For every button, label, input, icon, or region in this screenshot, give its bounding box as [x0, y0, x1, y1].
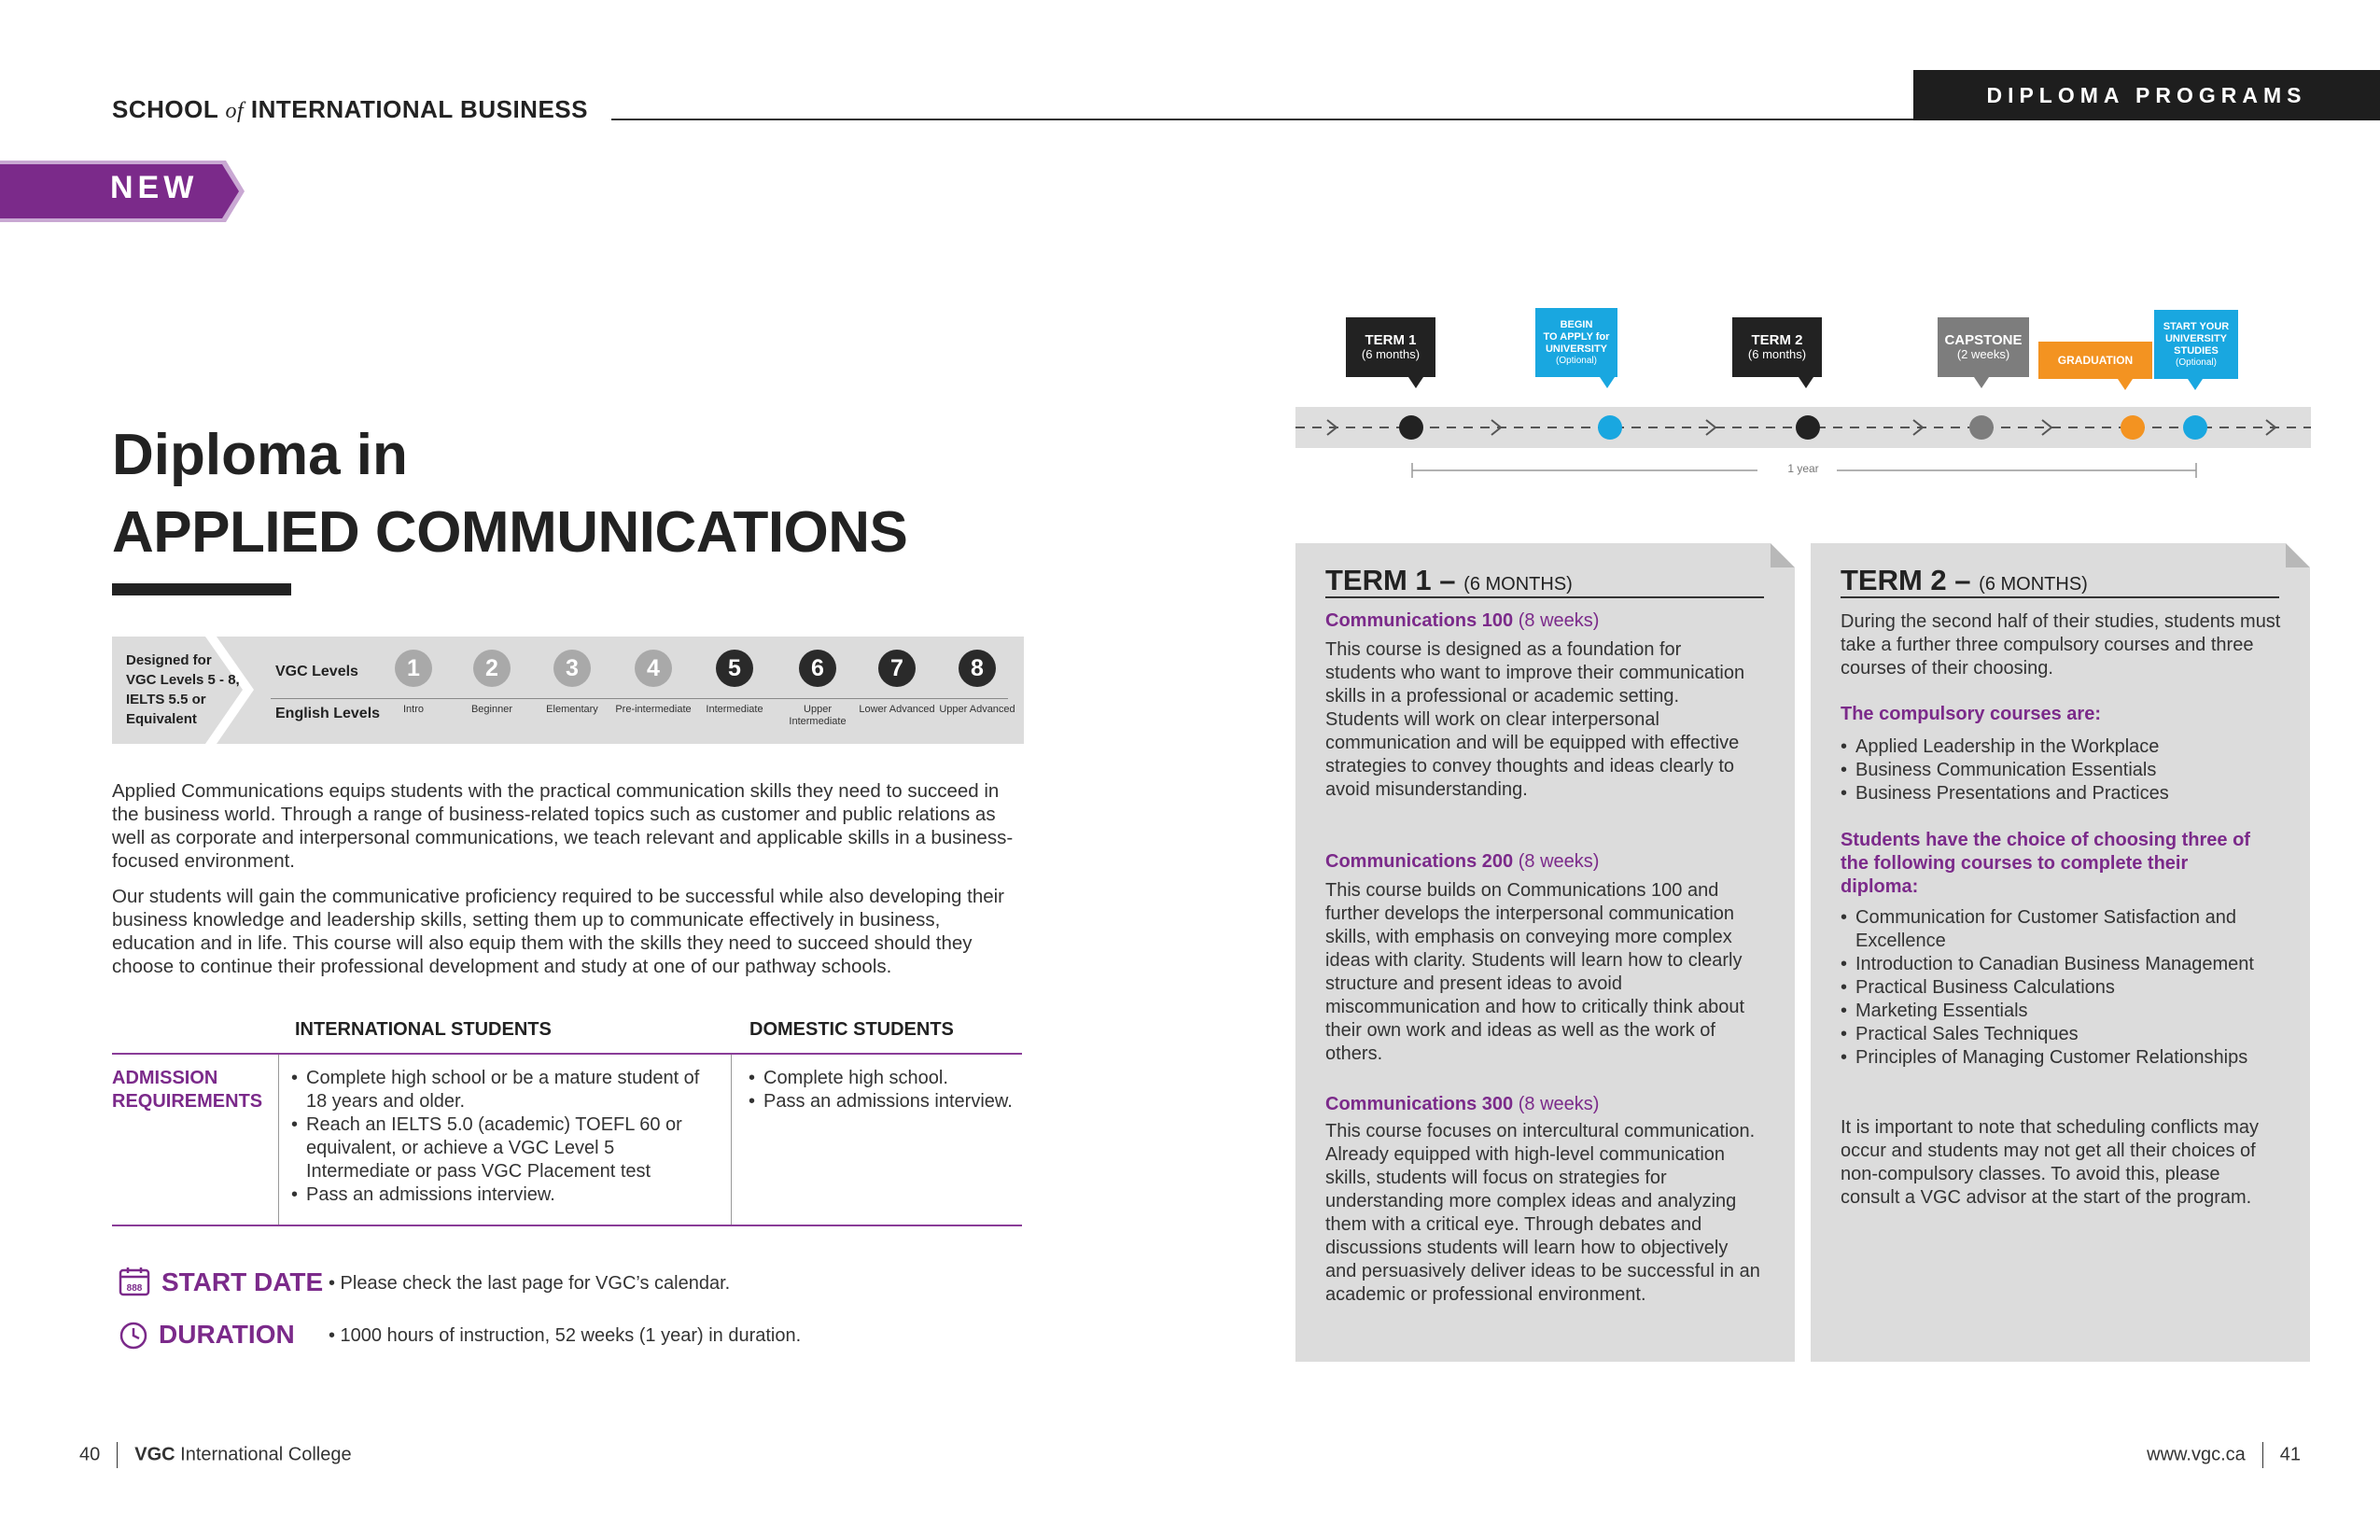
- graduation-dot: [2121, 415, 2145, 440]
- new-tag-label: NEW: [110, 170, 199, 205]
- calendar-icon: [119, 1267, 150, 1296]
- level-badge-6: 6: [799, 650, 836, 687]
- header-rule: [611, 119, 1913, 120]
- vgc-levels-label: VGC Levels: [275, 664, 358, 679]
- list-item: • Applied Leadership in the Workplace: [1841, 735, 2289, 759]
- capstone-bubble: CAPSTONE (2 weeks): [1938, 317, 2029, 377]
- domestic-requirements: [749, 1067, 1029, 1113]
- list-item: • Marketing Essentials: [1841, 1000, 2289, 1023]
- start-university-bubble: START YOUR UNIVERSITY STUDIES (Optional): [2154, 310, 2238, 379]
- level-badge-2: 2: [473, 650, 511, 687]
- english-level-name: Lower Advanced: [859, 704, 935, 715]
- level-badge-1: 1: [395, 650, 432, 687]
- section-label: DIPLOMA PROGRAMS: [1913, 70, 2380, 120]
- course-title: Communications 300 (8 weeks): [1325, 1094, 1600, 1114]
- term1-bubble: TERM 1 (6 months): [1346, 317, 1435, 377]
- course-description: This course builds on Communications 100 and further develops the interpersonal communication skills, with emphasis on conveying more complex ideas with clarity. Students will learn how to clearly structure and present ideas to avoid miscommunication and how to critically think about their own work and ideas as well as the work of others.: [1325, 880, 1745, 1064]
- list-item: • Introduction to Canadian Business Management: [1841, 953, 2289, 976]
- page-number-right: 41: [2279, 1444, 2301, 1465]
- college-brand: VGC: [134, 1444, 175, 1465]
- level-badge-3: 3: [553, 650, 591, 687]
- english-levels-label: English Levels: [275, 706, 381, 721]
- course-title: Communications 100 (8 weeks): [1325, 610, 1600, 631]
- list-item: • Practical Sales Techniques: [1841, 1023, 2289, 1046]
- list-item: • Principles of Managing Customer Relationships: [1841, 1046, 2289, 1070]
- university-apply-dot: [1598, 415, 1622, 440]
- admission-top-rule: [112, 1053, 1022, 1055]
- capstone-bubble-pointer: [1974, 377, 1989, 388]
- list-item: • Reach an IELTS 5.0 (academic) TOEFL 60 or equivalent, or achieve a VGC Level 5 Intermediate or pass VGC Placement test: [291, 1113, 716, 1183]
- college-name: International College: [175, 1444, 352, 1465]
- intro-paragraph-1: Applied Communications equips students with the practical communication skills they need to succeed in the business world. Through a range of business-related topics such as customer and public relations as well as corporate and interpersonal communications, we teach relevant and applicable skills in a business-focused environment.: [112, 780, 1014, 872]
- duration-label: DURATION: [159, 1320, 295, 1349]
- svg-text:888: 888: [126, 1283, 143, 1294]
- admission-label: ADMISSION REQUIREMENTS: [112, 1068, 263, 1112]
- term2-rule: [1841, 596, 2279, 598]
- level-badge-8: 8: [959, 650, 996, 687]
- term1-rule: [1325, 596, 1764, 598]
- term2-corner-fold: [2286, 543, 2310, 567]
- term2-heading: TERM 2 – (6 MONTHS): [1841, 564, 2088, 596]
- capstone-dot: [1969, 415, 1994, 440]
- list-item: • Complete high school.: [749, 1067, 1029, 1090]
- term2-intro: During the second half of their studies, students must take a further three compulsory courses and three courses of their choosing.: [1841, 611, 2281, 679]
- course-description: This course is designed as a foundation for students who want to improve their communication skills in a professional or academic setting. Students will work on clear interpersonal communication and will be equipped with effective strategies to convey thoughts and ideas clearly to avoid misunderstanding.: [1325, 639, 1745, 800]
- term2-bubble: TERM 2 (6 months): [1732, 317, 1822, 377]
- clock-icon: [119, 1321, 148, 1351]
- course-description: This course focuses on intercultural communication. Already equipped with high-level communication skills, students will focus on strategies for understanding more complex ideas and analyzing them with a critical eye. Through debates and discussions students will learn how to objectively and persuasively deliver ideas to be successful in an academic or professional environment.: [1325, 1121, 1760, 1305]
- list-item: • Business Communication Essentials: [1841, 759, 2289, 782]
- admission-bottom-rule: [112, 1225, 1022, 1226]
- english-level-name: Intermediate: [706, 704, 763, 715]
- duration-text: • 1000 hours of instruction, 52 weeks (1 year) in duration.: [329, 1325, 802, 1346]
- website-link[interactable]: www.vgc.ca: [2147, 1444, 2246, 1465]
- choice-list: [1841, 906, 2289, 1070]
- english-level-name: Intro: [402, 704, 424, 715]
- intl-requirements: [291, 1067, 716, 1207]
- page-number-left: 40: [79, 1444, 101, 1465]
- scheduling-note: It is important to note that scheduling conflicts may occur and students may not get all their choices of non-compulsory classes. To avoid this, please consult a VGC advisor at the start of the program.: [1841, 1117, 2259, 1208]
- list-item: • Pass an admissions interview.: [749, 1090, 1029, 1113]
- title-line-1: Diploma in: [112, 423, 408, 487]
- apply-university-bubble: BEGIN TO APPLY for UNIVERSITY (Optional): [1535, 308, 1617, 377]
- start-date-label: START DATE: [161, 1267, 324, 1296]
- english-level-name: Beginner: [470, 704, 513, 715]
- intro-paragraph-2: Our students will gain the communicative proficiency required to be successful while also developing their business knowledge and leadership skills, setting them up to communicate effectively in business, education and in life. This course will also equip them with the skills they need to succeed should they choose to continue their professional development and study at one of our pathway schools.: [112, 886, 1005, 977]
- start-date-text: • Please check the last page for VGC’s calendar.: [329, 1273, 731, 1294]
- intl-students-header: INTERNATIONAL STUDENTS: [295, 1019, 552, 1040]
- list-item: • Pass an admissions interview.: [291, 1183, 716, 1207]
- level-badge-5: 5: [716, 650, 753, 687]
- english-level-name: Pre-intermediate: [615, 704, 692, 715]
- admission-col-divider: [278, 1055, 279, 1225]
- levels-divider: [271, 698, 1008, 699]
- title-line-2: APPLIED COMMUNICATIONS: [112, 500, 908, 565]
- course-title: Communications 200 (8 weeks): [1325, 851, 1600, 872]
- graduation-bubble-pointer: [2118, 379, 2133, 390]
- domestic-students-header: DOMESTIC STUDENTS: [749, 1019, 954, 1040]
- term1-heading: TERM 1 – (6 MONTHS): [1325, 564, 1573, 596]
- english-level-name: Upper Advanced: [939, 704, 1015, 715]
- footer-left: [79, 1442, 352, 1468]
- title-underline: [112, 583, 291, 595]
- level-badge-7: 7: [878, 650, 916, 687]
- term1-bubble-pointer: [1408, 377, 1423, 388]
- footer-right: [2147, 1442, 2301, 1468]
- apply-university-bubble-pointer: [1600, 377, 1615, 388]
- compulsory-list: [1841, 735, 2289, 805]
- level-badge-4: 4: [635, 650, 672, 687]
- timeline-year-label: 1 year: [1787, 462, 1819, 475]
- university-start-dot: [2183, 415, 2207, 440]
- term1-corner-fold: [1771, 543, 1795, 567]
- choice-title: Students have the choice of choosing three of the following courses to complete their diploma:: [1841, 830, 2250, 897]
- levels-designed-for: Designed for VGC Levels 5 - 8, IELTS 5.5 or Equivalent: [126, 652, 240, 727]
- english-level-name: Elementary: [546, 704, 598, 715]
- list-item: • Complete high school or be a mature student of 18 years and older.: [291, 1067, 716, 1113]
- term1-dot: [1399, 415, 1423, 440]
- start-university-bubble-pointer: [2188, 379, 2203, 390]
- list-item: • Business Presentations and Practices: [1841, 782, 2289, 805]
- term2-dot: [1796, 415, 1820, 440]
- list-item: • Practical Business Calculations: [1841, 976, 2289, 1000]
- list-item: • Communication for Customer Satisfaction and Excellence: [1841, 906, 2289, 953]
- term2-bubble-pointer: [1799, 377, 1813, 388]
- compulsory-title: The compulsory courses are:: [1841, 704, 2101, 724]
- admission-col-divider: [731, 1055, 732, 1225]
- english-level-name: Upper Intermediate: [789, 704, 847, 727]
- graduation-bubble: GRADUATION: [2038, 342, 2152, 379]
- school-name: SCHOOL of INTERNATIONAL BUSINESS: [112, 95, 588, 123]
